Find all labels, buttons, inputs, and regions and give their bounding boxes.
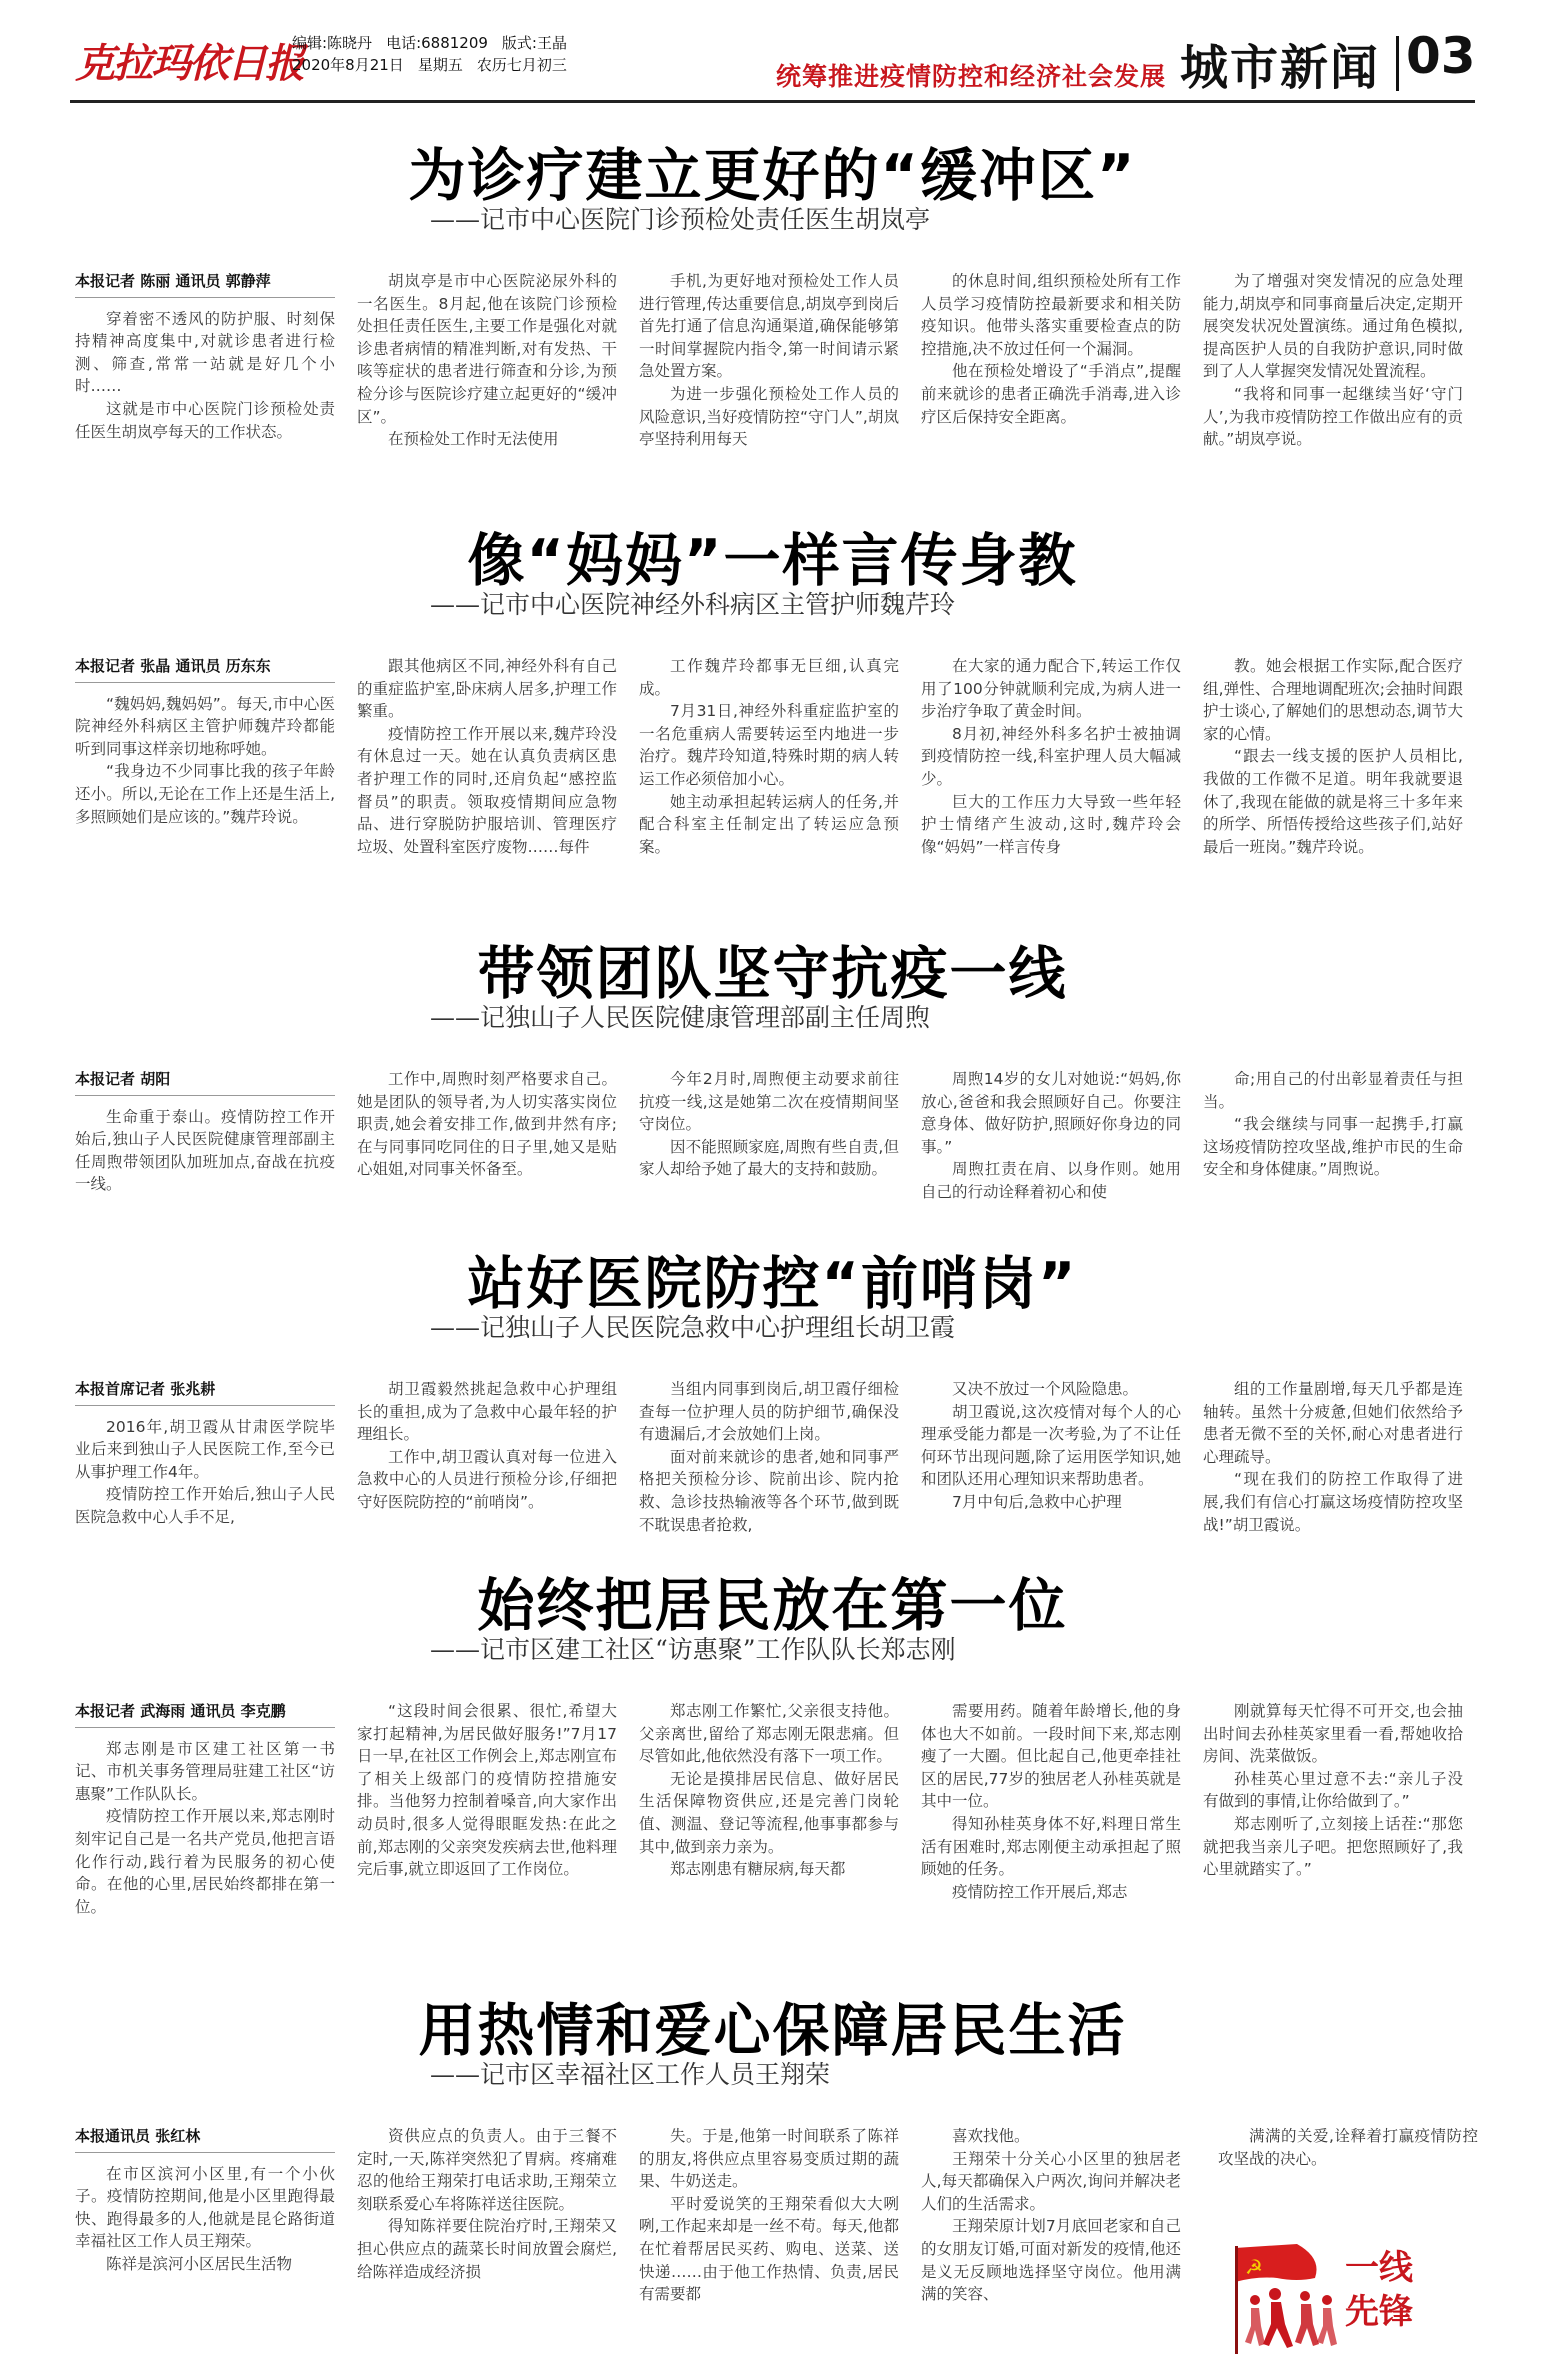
- paragraph: 资供应点的负责人。由于三餐不定时,一天,陈祥突然犯了胃病。疼痛难忍的他给王翔荣打电话求助,王翔荣立刻联系爱心车将陈祥送往医院。: [357, 2127, 617, 2213]
- paragraph: 为进一步强化预检处工作人员的风险意识,当好疫情防控“守门人”,胡岚亭坚持利用每天: [639, 384, 899, 449]
- article-column: [921, 655, 1181, 905]
- paragraph: 陈祥是滨河小区居民生活物: [106, 2254, 293, 2273]
- slogan: 统筹推进疫情防控和经济社会发展: [776, 62, 1167, 91]
- article-title: 始终把居民放在第一位: [477, 1573, 1068, 1639]
- frontline-badge: [1227, 2238, 1472, 2358]
- paragraph: 因不能照顾家庭,周煦有些自责,但家人却给予她了最大的支持和鼓励。: [639, 1137, 899, 1179]
- article-column: [1203, 270, 1463, 500]
- article-column: [357, 1068, 617, 1223]
- article-column: [921, 2125, 1181, 2355]
- paragraph: “这段时间会很累、很忙,希望大家打起精神,为居民做好服务!”7月17日一早,在社区工作例会上,郑志刚宣布了相关上级部门的疫情防控措施安排。当他努力控制着嗓音,向大家作出动员时,很多人觉得眼眶发热:在此之前,郑志刚的父亲突发疾病去世,他料理完后事,就立即返回了工作岗位。: [357, 1702, 617, 1879]
- paragraph: “我将和同事一起继续当好‘守门人’,为我市疫情防控工作做出应有的贡献。”胡岚亭说。: [1203, 384, 1463, 449]
- article-column: [921, 1068, 1181, 1223]
- article-3: [70, 928, 1475, 1228]
- paragraph: 喜欢找他。: [952, 2127, 1030, 2145]
- byline: 本报首席记者 张兆耕: [75, 1378, 335, 1406]
- paragraph: 生命重于泰山。疫情防控工作开始后,独山子人民医院健康管理部副主任周煦带领团队加班加点,奋战在抗疫一线。: [75, 1107, 335, 1194]
- article-1: [70, 130, 1475, 500]
- article-column: [75, 1378, 335, 1543]
- article-subtitle: ——记独山子人民医院健康管理部副主任周煦: [430, 1003, 931, 1032]
- article-subtitle: ——记市中心医院门诊预检处责任医生胡岚亭: [430, 205, 931, 234]
- editor: 编辑:陈晓丹: [292, 34, 373, 52]
- article-column: [75, 270, 335, 500]
- paragraph: 满满的关爱,诠释着打赢疫情防控攻坚战的决心。: [1218, 2127, 1478, 2168]
- article-column: [357, 655, 617, 905]
- paragraph: 王翔荣原计划7月底回老家和自己的女朋友订婚,可面对新发的疫情,他还是义无反顾地选择坚守岗位。他用满满的笑容、: [921, 2217, 1181, 2304]
- lunar-date: 农历七月初三: [476, 56, 567, 74]
- article-column: [921, 1700, 1181, 1960]
- article-column: [1203, 1700, 1463, 1960]
- paragraph: 巨大的工作压力大导致一些年轻护士情绪产生波动,这时,魏芹玲会像“妈妈”一样言传身: [921, 792, 1181, 856]
- paragraph: 工作中,周煦时刻严格要求自己。她是团队的领导者,为人切实落实岗位职责,她会着安排工作,做到井然有序;在与同事同吃同住的日子里,她又是贴心姐姐,对同事关怀备至。: [357, 1070, 617, 1179]
- paragraph: “我身边不少同事比我的孩子年龄还小。所以,无论在工作上还是生活上,多照顾她们是应该的。”魏芹玲说。: [75, 762, 335, 826]
- paragraph: 郑志刚工作繁忙,父亲很支持他。父亲离世,留给了郑志刚无限悲痛。但尽管如此,他依然没有落下一项工作。: [639, 1702, 899, 1766]
- article-column: [921, 1378, 1181, 1543]
- paragraph: 跟其他病区不同,神经外科有自己的重症监护室,卧床病人居多,护理工作繁重。: [357, 657, 617, 721]
- paragraph: 无论是摸排居民信息、做好居民生活保障物资供应,还是完善门岗轮值、测温、登记等流程,他事事都参与其中,做到亲力亲为。: [639, 1769, 899, 1856]
- article-title: 站好医院防控“前哨岗”: [467, 1251, 1078, 1317]
- article-column: [921, 270, 1181, 500]
- article-column: [75, 1068, 335, 1223]
- article-title: 为诊疗建立更好的“缓冲区”: [408, 143, 1137, 209]
- byline: 本报通讯员 张红林: [75, 2125, 335, 2153]
- paragraph: 手机,为更好地对预检处工作人员进行管理,传达重要信息,胡岚亭到岗后首先打通了信息沟通渠道,确保能够第一时间掌握院内指令,第一时间请示紧急处置方案。: [639, 272, 899, 381]
- paragraph: 在大家的通力配合下,转运工作仅用了100分钟就顺利完成,为病人进一步治疗争取了黄金时间。: [921, 657, 1181, 721]
- paragraph: 周煦扛责在肩、以身作则。她用自己的行动诠释着初心和使: [921, 1160, 1181, 1201]
- paragraph: 面对前来就诊的患者,她和同事严格把关预检分诊、院前出诊、院内抢救、急诊技热输液等各个环节,做到既不耽误患者抢救,: [639, 1447, 899, 1534]
- paragraph: 组的工作量剧增,每天几乎都是连轴转。虽然十分疲惫,但她们依然给予患者无微不至的关怀,耐心对患者进行心理疏导。: [1203, 1380, 1463, 1466]
- paragraph: 的休息时间,组织预检处所有工作人员学习疫情防控最新要求和相关防疫知识。他带头落实重要检查点的防控措施,决不放过任何一个漏洞。: [921, 272, 1181, 358]
- article-column: [639, 1068, 899, 1223]
- paragraph: 疫情防控工作开展后,郑志: [952, 1882, 1128, 1901]
- paragraph: 郑志刚听了,立刻接上话茬:“那您就把我当亲儿子吧。把您照顾好了,我心里就踏实了。”: [1203, 1814, 1463, 1879]
- paragraph: “跟去一线支援的医护人员相比,我做的工作微不足道。明年我就要退休了,我现在能做的就是将三十多年来的所学、所悟传授给这些孩子们,站好最后一班岗。”魏芹玲说。: [1203, 747, 1463, 856]
- paragraph: 胡卫霞说,这次疫情对每个人的心理承受能力都是一次考验,为了不让任何环节出现问题,除了运用医学知识,她和团队还用心理知识来帮助患者。: [921, 1402, 1181, 1489]
- article-title: 像“妈妈”一样言传身教: [467, 528, 1078, 594]
- issue-date: 2020年8月21日: [292, 56, 404, 74]
- article-title: 用热情和爱心保障居民生活: [418, 1998, 1127, 2064]
- article-column: [639, 270, 899, 500]
- byline: 本报记者 武海雨 通讯员 李克鹏: [75, 1700, 335, 1728]
- article-column: [357, 1378, 617, 1543]
- article-subtitle: ——记市区建工社区“访惠聚”工作队队长郑志刚: [430, 1635, 956, 1664]
- article-2: [70, 515, 1475, 905]
- paragraph: 8月初,神经外科多名护士被抽调到疫情防控一线,科室护理人员大幅减少。: [921, 724, 1181, 788]
- phone: 电话:6881209: [386, 34, 488, 52]
- paragraph: 得知孙桂英身体不好,料理日常生活有困难时,郑志刚便主动承担起了照顾她的任务。: [921, 1814, 1181, 1879]
- paragraph: 在市区滨河小区里,有一个小伙子。疫情防控期间,他是小区里跑得最快、跑得最多的人,他就是昆仑路街道幸福社区工作人员王翔荣。: [75, 2164, 335, 2251]
- article-4: [70, 1238, 1475, 1550]
- paragraph: 工作中,胡卫霞认真对每一位进入急救中心的人员进行预检分诊,仔细把守好医院防控的“前哨岗”。: [357, 1447, 617, 1511]
- article-column: [75, 655, 335, 905]
- paragraph: 在预检处工作时无法使用: [388, 430, 559, 449]
- badge-label: [1345, 2246, 1413, 2334]
- paragraph: 教。她会根据工作实际,配合医疗组,弹性、合理地调配班次;会抽时间跟护士谈心,了解她们的思想动态,调节大家的心情。: [1203, 657, 1463, 743]
- paragraph: 疫情防控工作开展以来,郑志刚时刻牢记自己是一名共产党员,他把言语化作行动,践行着为民服务的初心使命。在他的心里,居民始终都排在第一位。: [75, 1807, 335, 1916]
- paragraph: 周煦14岁的女儿对她说:“妈妈,你放心,爸爸和我会照顾好自己。你要注意身体、做好防护,照顾好你身边的同事。”: [921, 1070, 1181, 1156]
- paragraph: 2016年,胡卫霞从甘肃医学院毕业后来到独山子人民医院工作,至今已从事护理工作4年。: [75, 1417, 335, 1481]
- article-column: [357, 2125, 617, 2355]
- badge-line-2: 先锋: [1345, 2292, 1413, 2332]
- paragraph: 她主动承担起转运病人的任务,并配合科室主任制定出了转运应急预案。: [639, 792, 899, 856]
- article-subtitle: ——记市中心医院神经外科病区主管护师魏芹玲: [430, 590, 956, 619]
- paragraph: 他在预检处增设了“手消点”,提醒前来就诊的患者正确洗手消毒,进入诊疗区后保持安全距离。: [921, 362, 1181, 426]
- paragraph: 7月31日,神经外科重症监护室的一名危重病人需要转运至内地进一步治疗。魏芹玲知道,特殊时期的病人转运工作必须倍加小心。: [639, 702, 899, 788]
- divider: [1396, 36, 1399, 91]
- paragraph: 郑志刚是市区建工社区第一书记、市机关事务管理局驻建工社区“访惠聚”工作队队长。: [75, 1739, 335, 1803]
- paragraph: 疫情防控工作开始后,独山子人民医院急救中心人手不足,: [75, 1485, 335, 1526]
- article-column: [357, 1700, 617, 1960]
- paragraph: 今年2月时,周煦便主动要求前往抗疫一线,这是她第二次在疫情期间坚守岗位。: [639, 1070, 899, 1134]
- article-column: [639, 1378, 899, 1543]
- article-column: [639, 2125, 899, 2355]
- article-column: [639, 1700, 899, 1960]
- paragraph: “现在我们的防控工作取得了进展,我们有信心打赢这场疫情防控攻坚战!”胡卫霞说。: [1203, 1470, 1463, 1534]
- article-column: [357, 270, 617, 500]
- paragraph: 这就是市中心医院门诊预检处责任医生胡岚亭每天的工作状态。: [75, 399, 335, 441]
- article-5: [70, 1560, 1475, 1965]
- paragraph: 7月中旬后,急救中心护理: [952, 1492, 1122, 1511]
- paragraph: 郑志刚患有糖尿病,每天都: [670, 1860, 846, 1879]
- article-column: [1203, 655, 1463, 905]
- paragraph: 又决不放过一个风险隐患。: [952, 1380, 1139, 1398]
- weekday: 星期五: [417, 56, 463, 74]
- paragraph: “魏妈妈,魏妈妈”。每天,市中心医院神经外科病区主管护师魏芹玲都能听到同事这样亲切地称呼她。: [75, 694, 335, 758]
- paragraph: 王翔荣十分关心小区里的独居老人,每天都确保入户两次,询问并解决老人们的生活需求。: [921, 2149, 1181, 2213]
- paragraph: 工作魏芹玲都事无巨细,认真完成。: [639, 657, 899, 698]
- party-flag-runners-icon: [1227, 2238, 1347, 2358]
- paragraph: 得知陈祥要住院治疗时,王翔荣又担心供应点的蔬菜长时间放置会腐烂,给陈祥造成经济损: [357, 2217, 617, 2281]
- paragraph: 为了增强对突发情况的应急处理能力,胡岚亭和同事商量后决定,定期开展突发状况处置演练。通过角色模拟,提高医护人员的自我防护意识,同时做到了人人掌握突发情况处置流程。: [1203, 272, 1463, 381]
- masthead: [70, 27, 1476, 98]
- paragraph: 平时爱说笑的王翔荣看似大大咧咧,工作起来却是一丝不苟。每天,他都在忙着帮居民买药、购电、送菜、送快递……由于他工作热情、负责,居民有需要都: [639, 2194, 899, 2304]
- article-column: [75, 2125, 335, 2355]
- issue-meta: [292, 32, 581, 76]
- article-column: [1203, 1378, 1463, 1543]
- paragraph: 刚就算每天忙得不可开交,也会抽出时间去孙桂英家里看一看,帮她收拾房间、洗菜做饭。: [1203, 1702, 1463, 1766]
- article-title: 带领团队坚守抗疫一线: [477, 941, 1068, 1007]
- article-column: [75, 1700, 335, 1960]
- paragraph: 孙桂英心里过意不去:“亲儿子没有做到的事情,让你给做到了。”: [1203, 1769, 1463, 1811]
- byline: 本报记者 陈丽 通讯员 郭静萍: [75, 270, 335, 298]
- paragraph: 当组内同事到岗后,胡卫霞仔细检查每一位护理人员的防护细节,确保没有遗漏后,才会放她们上岗。: [639, 1380, 899, 1444]
- badge-line-1: 一线: [1345, 2248, 1413, 2288]
- paragraph: 疫情防控工作开展以来,魏芹玲没有休息过一天。她在认真负责病区患者护理工作的同时,还肩负起“感控监督员”的职责。领取疫情期间应急物品、进行穿脱防护服培训、管理医疗垃圾、处置科室医疗废物……每件: [357, 724, 617, 856]
- article-column: [1203, 1068, 1463, 1223]
- section-title: 城市新闻: [1180, 40, 1381, 96]
- newspaper-logo: 克拉玛依日报: [75, 40, 303, 87]
- layout-editor: 版式:王晶: [501, 34, 567, 52]
- article-column: [639, 655, 899, 905]
- paragraph: 穿着密不透风的防护服、时刻保持精神高度集中,对就诊患者进行检测、筛查,常常一站就是好几个小时……: [75, 309, 335, 396]
- byline: 本报记者 张晶 通讯员 历东东: [75, 655, 335, 683]
- byline: 本报记者 胡阳: [75, 1068, 335, 1096]
- paragraph: 失。于是,他第一时间联系了陈祥的朋友,将供应点里容易变质过期的蔬果、牛奶送走。: [639, 2127, 899, 2191]
- svg-text:☭: ☭: [1245, 2255, 1263, 2279]
- paragraph: 胡卫霞毅然挑起急救中心护理组长的重担,成为了急救中心最年轻的护理组长。: [357, 1380, 617, 1444]
- header-rule: [70, 100, 1475, 103]
- paragraph: 命;用自己的付出彰显着责任与担当。: [1203, 1070, 1463, 1111]
- paragraph: 胡岚亭是市中心医院泌尿外科的一名医生。8月起,他在该院门诊预检处担任责任医生,主要工作是强化对就诊患者病情的精准判断,对有发热、干咳等症状的患者进行筛查和分诊,为预检分诊与医院诊疗建立起更好的“缓冲区”。: [357, 272, 617, 426]
- paragraph: “我会继续与同事一起携手,打赢这场疫情防控攻坚战,维护市民的生命安全和身体健康。”周煦说。: [1203, 1115, 1463, 1179]
- paragraph: 需要用药。随着年龄增长,他的身体也大不如前。一段时间下来,郑志刚瘦了一大圈。但比起自己,他更牵挂社区的居民,77岁的独居老人孙桂英就是其中一位。: [921, 1702, 1181, 1811]
- article-column: [1218, 2125, 1478, 2185]
- article-subtitle: ——记市区幸福社区工作人员王翔荣: [430, 2060, 831, 2089]
- page-number: 03: [1406, 27, 1476, 85]
- article-subtitle: ——记独山子人民医院急救中心护理组长胡卫霞: [430, 1313, 956, 1342]
